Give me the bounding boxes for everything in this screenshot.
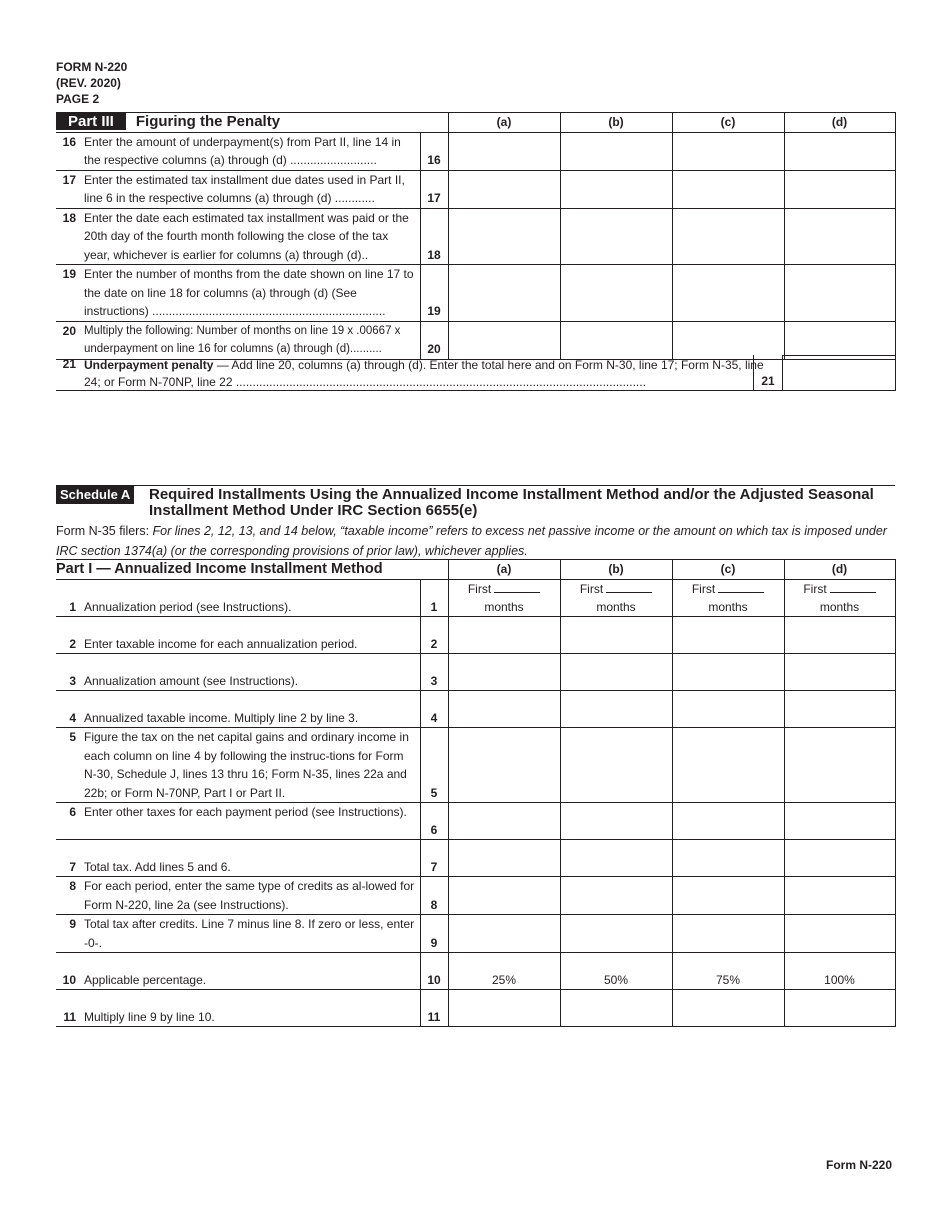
- line-7-col-c-field[interactable]: [672, 840, 784, 877]
- line-19-col-c-field[interactable]: [672, 265, 784, 322]
- line-16-col-b-field[interactable]: [560, 132, 672, 170]
- part3-title: Figuring the Penalty: [135, 113, 281, 130]
- line-10-col-c-value: 75%: [672, 953, 784, 990]
- line-5-col-a-field[interactable]: [448, 728, 560, 803]
- line-16-col-c-field[interactable]: [672, 132, 784, 170]
- line-18-col-b-field[interactable]: [560, 208, 672, 265]
- line-2-col-a-field[interactable]: [448, 617, 560, 654]
- period-a: First months: [448, 579, 560, 617]
- line-18-col-d-field[interactable]: [784, 208, 895, 265]
- period-c: First months: [672, 579, 784, 617]
- line-label: 1: [420, 579, 448, 617]
- period-a-months-field[interactable]: [494, 582, 540, 593]
- part1-title: Part I — Annualized Income Installment Method: [56, 560, 448, 580]
- line-number: 4: [56, 691, 84, 728]
- line-7-col-d-field[interactable]: [784, 840, 895, 877]
- line-8-col-b-field[interactable]: [560, 877, 672, 915]
- line-number: 11: [56, 990, 84, 1027]
- page-number: PAGE 2: [56, 92, 100, 106]
- line-number: 2: [56, 617, 84, 654]
- note-prefix: Form N-35 filers:: [56, 524, 153, 538]
- line-label: 16: [420, 132, 448, 170]
- line-18-col-c-field[interactable]: [672, 208, 784, 265]
- line-17-col-b-field[interactable]: [560, 170, 672, 208]
- line-9-col-b-field[interactable]: [560, 915, 672, 953]
- line-2-row: [56, 617, 895, 654]
- line-17-col-d-field[interactable]: [784, 170, 895, 208]
- line-1-row: [56, 579, 895, 617]
- line-label: 11: [420, 990, 448, 1027]
- line-7-col-a-field[interactable]: [448, 840, 560, 877]
- line-number: 8: [56, 877, 84, 915]
- line-11-col-a-field[interactable]: [448, 990, 560, 1027]
- schedule-a-badge: Schedule A: [56, 486, 134, 504]
- line-3-col-b-field[interactable]: [560, 654, 672, 691]
- line-4-col-c-field[interactable]: [672, 691, 784, 728]
- line-description: Enter the amount of underpayment(s) from Part II, line 14 in the respective columns (a) through (d) ..........................: [84, 132, 420, 170]
- line-label: 20: [420, 321, 448, 359]
- schedule-a-title: Required Installments Using the Annualized Income Installment Method and/or the Adjusted Seasonal Installment Method Under IRC Section 6655(e): [149, 486, 874, 519]
- line-3-row: [56, 654, 895, 691]
- line-16-col-d-field[interactable]: [784, 132, 895, 170]
- period-b-months-field[interactable]: [606, 582, 652, 593]
- footer-form-name: Form N-220: [826, 1158, 893, 1172]
- line-label: 7: [420, 840, 448, 877]
- line-2-col-d-field[interactable]: [784, 617, 895, 654]
- line-number: 10: [56, 953, 84, 990]
- line-number: 6: [56, 803, 84, 840]
- line-label: 5: [420, 728, 448, 803]
- part3-header-row: [56, 113, 895, 133]
- line-number: 1: [56, 579, 84, 617]
- line-6-col-d-field[interactable]: [784, 803, 895, 840]
- part3-col-c-header: (c): [672, 113, 784, 133]
- line-11-row: [56, 990, 895, 1027]
- schedule-a-note: [56, 521, 895, 561]
- line-description: Enter the number of months from the date shown on line 17 to the date on line 18 for columns (a) through (d) (See instructions) ......................................................................: [84, 265, 420, 322]
- line-description: Annualized taxable income. Multiply line 2 by line 3.: [84, 691, 420, 728]
- line-18-row: [56, 208, 895, 265]
- line-8-row: [56, 877, 895, 915]
- period-d: First months: [784, 579, 895, 617]
- line-description: Figure the tax on the net capital gains and ordinary income in each column on line 4 by following the instruc-tions for Form N-30, Schedule J, lines 13 thru 16; Form N-35, lines 22a and 22b; or Form N-70NP, Part I or Part II.: [84, 728, 420, 803]
- line-17-row: [56, 170, 895, 208]
- line-17-col-a-field[interactable]: [448, 170, 560, 208]
- line-10-row: [56, 953, 895, 990]
- line-10-col-a-value: 25%: [448, 953, 560, 990]
- line-number: 18: [56, 208, 84, 265]
- note-text: For lines 2, 12, 13, and 14 below, “taxable income” refers to excess net passive income or the amount on which tax is imposed under IRC section 1374(a) (or the corresponding provisions of prior law), whichever applies.: [56, 524, 887, 558]
- line-number: 5: [56, 728, 84, 803]
- line-number: 9: [56, 915, 84, 953]
- line-16-col-a-field[interactable]: [448, 132, 560, 170]
- line-number: 20: [56, 321, 84, 359]
- part1-col-d-header: (d): [784, 560, 895, 580]
- line-description: Applicable percentage.: [84, 953, 420, 990]
- schedule-a-part1-table: [56, 559, 896, 1027]
- schedule-a-header: [56, 485, 895, 519]
- line-number: 19: [56, 265, 84, 322]
- line-label: 17: [420, 170, 448, 208]
- part1-header-row: [56, 560, 895, 580]
- line-description: Enter taxable income for each annualization period.: [84, 617, 420, 654]
- line-label: 6: [420, 803, 448, 840]
- line-description: For each period, enter the same type of credits as al-lowed for Form N-220, line 2a (see Instructions).: [84, 877, 420, 915]
- form-number: FORM N-220: [56, 60, 128, 74]
- line-21-row: [56, 353, 895, 391]
- part3-table: [56, 112, 896, 360]
- line-4-row: [56, 691, 895, 728]
- line-21-text: — Add line 20, columns (a) through (d). Enter the total here and on Form N-30, line 17; Form N-35, line 24; or Form N-70NP, line 22 ...........................................................................................................................: [84, 358, 764, 389]
- line-21-bold-label: Underpayment penalty: [84, 358, 214, 372]
- line-7-col-b-field[interactable]: [560, 840, 672, 877]
- form-revision: (REV. 2020): [56, 76, 121, 90]
- line-label: 2: [420, 617, 448, 654]
- part3-col-a-header: (a): [448, 113, 560, 133]
- line-description: Annualization amount (see Instructions).: [84, 654, 420, 691]
- part3-col-b-header: (b): [560, 113, 672, 133]
- line-11-col-c-field[interactable]: [672, 990, 784, 1027]
- line-description: Annualization period (see Instructions).: [84, 579, 420, 617]
- line-4-col-b-field[interactable]: [560, 691, 672, 728]
- line-number: 3: [56, 654, 84, 691]
- line-16-row: [56, 132, 895, 170]
- period-b: First months: [560, 579, 672, 617]
- line-number: 7: [56, 840, 84, 877]
- line-label: 9: [420, 915, 448, 953]
- line-5-row: [56, 728, 895, 803]
- line-19-col-a-field[interactable]: [448, 265, 560, 322]
- line-10-col-b-value: 50%: [560, 953, 672, 990]
- form-header: [56, 59, 127, 107]
- line-7-row: [56, 840, 895, 877]
- line-17-col-c-field[interactable]: [672, 170, 784, 208]
- line-2-col-c-field[interactable]: [672, 617, 784, 654]
- line-4-col-d-field[interactable]: [784, 691, 895, 728]
- line-number: 21: [62, 357, 76, 371]
- line-19-col-b-field[interactable]: [560, 265, 672, 322]
- line-2-col-b-field[interactable]: [560, 617, 672, 654]
- line-8-col-d-field[interactable]: [784, 877, 895, 915]
- line-description: Multiply the following: Number of months on line 19 x .00667 x underpayment on line 16 for columns (a) through (d)..........: [84, 321, 420, 359]
- part3-col-d-header: (d): [784, 113, 895, 133]
- line-number: 17: [56, 170, 84, 208]
- part1-col-a-header: (a): [448, 560, 560, 580]
- line-4-col-a-field[interactable]: [448, 691, 560, 728]
- line-3-col-d-field[interactable]: [784, 654, 895, 691]
- line-9-col-d-field[interactable]: [784, 915, 895, 953]
- line-6-col-b-field[interactable]: [560, 803, 672, 840]
- line-description: Enter the date each estimated tax installment was paid or the 20th day of the fourth month following the close of the tax year, whichever is earlier for columns (a) through (d)..: [84, 208, 420, 265]
- line-3-col-a-field[interactable]: [448, 654, 560, 691]
- line-19-row: [56, 265, 895, 322]
- line-9-col-c-field[interactable]: [672, 915, 784, 953]
- line-description: Enter other taxes for each payment period (see Instructions).: [84, 803, 420, 840]
- line-8-col-c-field[interactable]: [672, 877, 784, 915]
- line-5-col-c-field[interactable]: [672, 728, 784, 803]
- line-label: 4: [420, 691, 448, 728]
- line-label: 18: [420, 208, 448, 265]
- line-6-row: [56, 803, 895, 840]
- line-6-col-a-field[interactable]: [448, 803, 560, 840]
- line-5-col-b-field[interactable]: [560, 728, 672, 803]
- part3-badge: Part III: [56, 113, 126, 130]
- line-18-col-a-field[interactable]: [448, 208, 560, 265]
- period-c-months-field[interactable]: [718, 582, 764, 593]
- line-10-col-d-value: 100%: [784, 953, 895, 990]
- line-description: Enter the estimated tax installment due dates used in Part II, line 6 in the respective columns (a) through (d) ............: [84, 170, 420, 208]
- line-3-col-c-field[interactable]: [672, 654, 784, 691]
- line-label: 19: [420, 265, 448, 322]
- line-19-col-d-field[interactable]: [784, 265, 895, 322]
- line-number: 16: [56, 132, 84, 170]
- line-5-col-d-field[interactable]: [784, 728, 895, 803]
- line-9-col-a-field[interactable]: [448, 915, 560, 953]
- part1-col-c-header: (c): [672, 560, 784, 580]
- line-description: Total tax. Add lines 5 and 6.: [84, 840, 420, 877]
- period-d-months-field[interactable]: [830, 582, 876, 593]
- part1-col-b-header: (b): [560, 560, 672, 580]
- line-label: 10: [420, 953, 448, 990]
- line-11-col-b-field[interactable]: [560, 990, 672, 1027]
- line-description: Total tax after credits. Line 7 minus line 8. If zero or less, enter -0-.: [84, 915, 420, 953]
- line-description: Multiply line 9 by line 10.: [84, 990, 420, 1027]
- line-label: 3: [420, 654, 448, 691]
- line-6-col-c-field[interactable]: [672, 803, 784, 840]
- line-11-col-d-field[interactable]: [784, 990, 895, 1027]
- line-8-col-a-field[interactable]: [448, 877, 560, 915]
- line-21-total-field[interactable]: [782, 355, 896, 391]
- line-label: 21: [753, 355, 782, 390]
- line-9-row: [56, 915, 895, 953]
- line-label: 8: [420, 877, 448, 915]
- line-description: [84, 357, 774, 391]
